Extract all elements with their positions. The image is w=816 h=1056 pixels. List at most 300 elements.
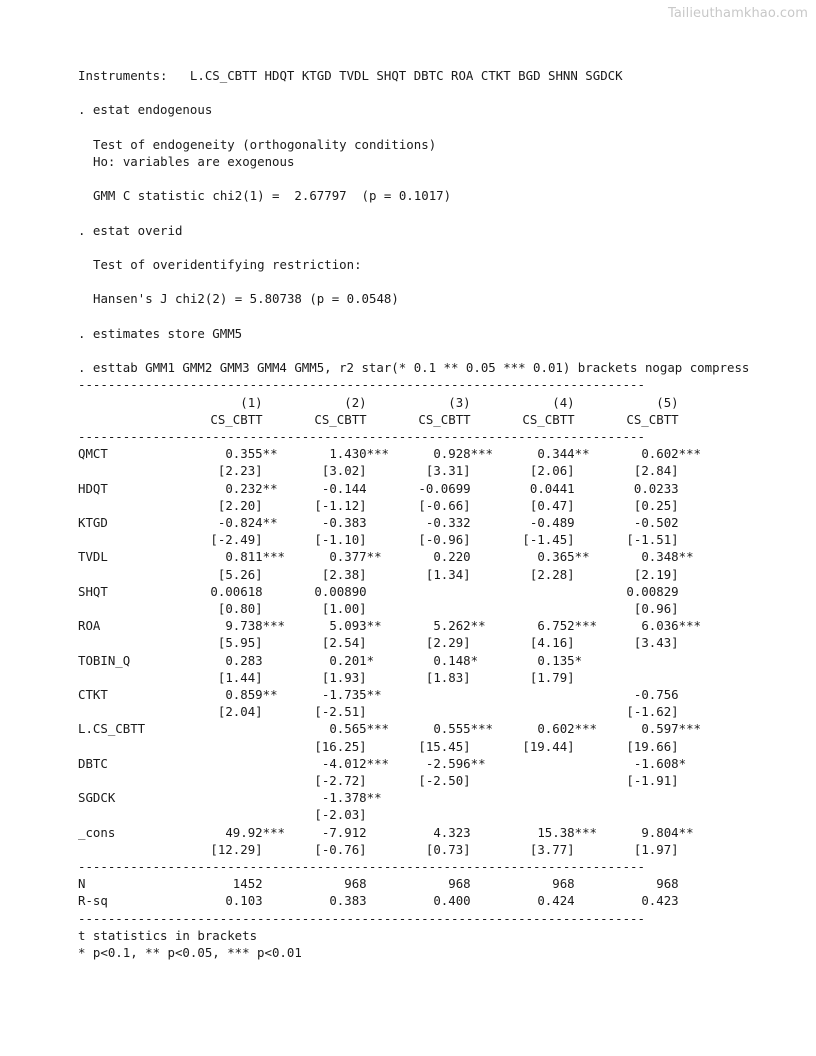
stat-row-r-sq-col1 (181, 892, 285, 909)
tstat-row-sgdck-col5-value (679, 806, 701, 823)
coef-row-qmct-col5-value: 0.602*** (641, 446, 701, 462)
coef-row-tobin-q-col1 (181, 652, 285, 669)
header-depvars-col3-value: CS_CBTT (418, 411, 493, 427)
tstat-row-l-cs-cbtt-col1-value (263, 738, 285, 755)
header-numbers-label (78, 394, 181, 411)
tstat-row-qmct-col4-value: [2.06] (529, 463, 597, 479)
coef-row-qmct-col4-value: 0.344** (537, 446, 597, 462)
coef-row-qmct-col2 (285, 445, 389, 462)
coef-row-shqt-label: SHQT (78, 583, 108, 599)
stat-row-n-col5-value: 968 (656, 876, 701, 892)
header-depvars-col5-value: CS_CBTT (626, 411, 701, 427)
coef-row-dbtc-col4 (493, 755, 597, 772)
stat-row-r-sq-col3 (389, 892, 493, 909)
tstat-row-tvdl-col4-value: [2.28] (529, 566, 597, 582)
instruments-line (78, 67, 808, 84)
tstat-row-roa-col2-value: [2.54] (321, 635, 389, 651)
coef-row--cons-col3 (389, 824, 493, 841)
tstat-row-roa-col1-value: [5.95] (217, 635, 285, 651)
coef-row--cons (78, 824, 701, 841)
coef-row-qmct-col4 (493, 445, 597, 462)
tstat-row-roa-label (78, 634, 181, 651)
tstat-row-l-cs-cbtt-col3-value: [15.45] (418, 738, 493, 754)
coef-row--cons-col4 (493, 824, 597, 841)
tstat-row--cons-col3 (389, 841, 493, 858)
tstat-row-tobin-q-col1-value: [1.44] (217, 669, 285, 685)
coef-row-l-cs-cbtt-col4-value: 0.602*** (537, 721, 597, 737)
tstat-row--cons-col3-value: [0.73] (425, 841, 493, 857)
tstat-row-ktgd-col2 (285, 531, 389, 548)
tstat-row-ctkt-col1 (181, 703, 285, 720)
tstat-row--cons-col5 (597, 841, 701, 858)
tstat-row-hdqt-col2 (285, 497, 389, 514)
tstat-row-sgdck-col1-value (263, 806, 285, 823)
tstat-row-roa-col1 (181, 634, 285, 651)
tstat-row-dbtc-col3-value: [-2.50] (418, 773, 493, 789)
header-numbers-col2 (285, 394, 389, 411)
coef-row-shqt-col1 (181, 583, 285, 600)
coef-row-shqt-col4 (493, 583, 597, 600)
stat-row-r-sq-col4-value: 0.424 (537, 893, 597, 909)
tstat-row-qmct-col3 (389, 462, 493, 479)
coef-row-ktgd-label: KTGD (78, 514, 108, 530)
coef-row-shqt (78, 583, 701, 600)
coef-row--cons-col1-value: 49.92*** (225, 824, 285, 840)
coef-row-tobin-q-col4-value: 0.135* (537, 652, 597, 668)
stat-row-r-sq-col3-value: 0.400 (433, 893, 493, 909)
stat-row-r-sq-label: R-sq (78, 893, 108, 909)
coef-row-dbtc-col5 (597, 755, 701, 772)
header-depvars-col1-value: CS_CBTT (210, 411, 285, 427)
coef-row-ctkt-col4-value (575, 686, 597, 703)
coef-row-l-cs-cbtt-col5-value: 0.597*** (641, 721, 701, 737)
coef-row-dbtc-col5-value: -1.608* (633, 755, 701, 771)
tstat-row-shqt-col4-value (575, 600, 597, 617)
coef-row-dbtc-col4-value (575, 755, 597, 772)
coef-row-l-cs-cbtt-col1 (181, 720, 285, 737)
coef-row-ktgd-col4 (493, 514, 597, 531)
tstat-row-ktgd-col1 (181, 531, 285, 548)
tstat-row-l-cs-cbtt-col3 (389, 738, 493, 755)
coef-row-shqt-col5-value: 0.00829 (626, 583, 701, 599)
tstat-row-hdqt-col5 (597, 497, 701, 514)
tstat-row-ktgd-col5 (597, 531, 701, 548)
tstat-row-dbtc-col4-value (575, 772, 597, 789)
tstat-row-ctkt-col4 (493, 703, 597, 720)
command-esttab: . esttab GMM1 GMM2 GMM3 GMM4 GMM5, r2 star(* 0.1 ** 0.05 *** 0.01) brackets nogap compress (78, 360, 750, 376)
tstat-row-sgdck-col4 (493, 806, 597, 823)
coef-row-tvdl-label: TVDL (78, 549, 108, 565)
tstat-row--cons-col5-value: [1.97] (633, 841, 701, 857)
coef-row-tobin-q-col3 (389, 652, 493, 669)
tstat-row--cons-col1 (181, 841, 285, 858)
tstat-row-sgdck-col1 (181, 806, 285, 823)
coef-row-dbtc-col1-value (263, 755, 285, 772)
tstat-row-shqt-col5 (597, 600, 701, 617)
tstat-row-dbtc-col5-value: [-1.91] (626, 773, 701, 789)
tstat-row-sgdck-col2 (285, 806, 389, 823)
tstat-row-hdqt-col3 (389, 497, 493, 514)
coef-row--cons-col3-value: 4.323 (433, 824, 493, 840)
command-estat-overid: . estat overid (78, 222, 183, 238)
coef-row-dbtc-col2-value: -4.012*** (321, 755, 389, 771)
tstat-row-dbtc-col3 (389, 772, 493, 789)
footnote-t-statistics: t statistics in brackets (78, 927, 258, 943)
tstat-row-tobin-q-col4 (493, 669, 597, 686)
tstat-row-ctkt (78, 703, 701, 720)
header-numbers-col5-value: (5) (656, 394, 701, 410)
coef-row-ktgd-col2 (285, 514, 389, 531)
coef-row-sgdck-col2-value: -1.378** (321, 790, 389, 806)
tstat-row-ktgd-col3-value: [-0.96] (418, 532, 493, 548)
tstat-row-tvdl-col3-value: [1.34] (425, 566, 493, 582)
coef-row-tvdl-col5 (597, 548, 701, 565)
tstat-row-tvdl-col2 (285, 566, 389, 583)
coef-row-roa-col3 (389, 617, 493, 634)
tstat-row-qmct-col1 (181, 462, 285, 479)
tstat-row-dbtc-col2 (285, 772, 389, 789)
tstat-row-hdqt-col4-value: [0.47] (529, 497, 597, 513)
header-numbers-col1-value: (1) (240, 394, 285, 410)
stat-row-r-sq-col5-value: 0.423 (641, 893, 701, 909)
tstat-row-sgdck-label (78, 806, 181, 823)
coef-row-roa-col5 (597, 617, 701, 634)
tstat-row-qmct-label (78, 462, 181, 479)
tstat-row--cons (78, 841, 701, 858)
coef-row-shqt-col5 (597, 583, 701, 600)
coef-row-l-cs-cbtt-col5 (597, 720, 701, 737)
header-depvars-col5 (597, 411, 701, 428)
coef-row-hdqt-col4-value: 0.0441 (529, 480, 597, 496)
header-depvars-col1 (181, 411, 285, 428)
table-rule-before-stats: ---------------------------------------------------------------------------- (78, 859, 645, 875)
tstat-row-hdqt-col1-value: [2.20] (217, 497, 285, 513)
tstat-row-tobin-q-col2-value: [1.93] (321, 669, 389, 685)
coef-row-tvdl (78, 548, 701, 565)
stat-row-n-col1 (181, 875, 285, 892)
coef-row-ktgd-col5-value: -0.502 (633, 514, 701, 530)
coef-row-hdqt-col3-value: -0.0699 (418, 480, 493, 496)
instruments-label: Instruments: (78, 68, 168, 83)
footnote-significance: * p<0.1, ** p<0.05, *** p<0.01 (78, 945, 302, 961)
tstat-row-qmct-col4 (493, 462, 597, 479)
coef-row-ktgd-col1 (181, 514, 285, 531)
coef-row-roa-col1 (181, 617, 285, 634)
tstat-row--cons-label (78, 841, 181, 858)
coef-row-roa-col4 (493, 617, 597, 634)
tstat-row-tobin-q (78, 669, 701, 686)
tstat-row-hdqt-col3-value: [-0.66] (418, 497, 493, 513)
command-estimates-store: . estimates store GMM5 (78, 325, 243, 341)
coef-row-tobin-q-col3-value: 0.148* (433, 652, 493, 668)
tstat-row-hdqt-col1 (181, 497, 285, 514)
tstat-row-ktgd-col4 (493, 531, 597, 548)
tstat-row-ctkt-col2 (285, 703, 389, 720)
coef-row-tvdl-col3-value: 0.220 (433, 549, 493, 565)
tstat-row-l-cs-cbtt (78, 738, 701, 755)
table-rule-mid (78, 428, 701, 445)
coef-row-roa-label: ROA (78, 618, 101, 634)
coef-row-qmct-label: QMCT (78, 446, 108, 462)
stat-row-r-sq-col2 (285, 892, 389, 909)
tstat-row-l-cs-cbtt-col4-value: [19.44] (522, 738, 597, 754)
hansen-j-statistic: Hansen's J chi2(2) = 5.80738 (p = 0.0548) (93, 291, 399, 307)
endogeneity-title: Test of endogeneity (orthogonality conditions) (93, 136, 437, 152)
instruments-list: L.CS_CBTT HDQT KTGD TVDL SHQT DBTC ROA CTKT BGD SHNN SGDCK (189, 68, 623, 83)
coef-row-hdqt-label: HDQT (78, 480, 108, 496)
tstat-row-tobin-q-col4-value: [1.79] (529, 669, 597, 685)
command-estat-endogenous: . estat endogenous (78, 102, 213, 118)
coef-row-qmct-col3 (389, 445, 493, 462)
coef-row--cons-col1 (181, 824, 285, 841)
tstat-row-shqt-col1-value: [0.80] (217, 601, 285, 616)
coef-row-ktgd (78, 514, 701, 531)
tstat-row-l-cs-cbtt-col5-value: [19.66] (626, 738, 701, 754)
coef-row-qmct-col1-value: 0.355** (225, 446, 285, 462)
tstat-row-tobin-q-col1 (181, 669, 285, 686)
coef-row-ctkt-col5 (597, 686, 701, 703)
header-numbers-col1 (181, 394, 285, 411)
coef-row-hdqt-col3 (389, 480, 493, 497)
coef-row-dbtc-col3-value: -2.596** (425, 755, 493, 771)
coef-row-ctkt-col3 (389, 686, 493, 703)
coef-row-roa (78, 617, 701, 634)
tstat-row-tvdl-col1 (181, 566, 285, 583)
coef-row-shqt-col2-value: 0.00890 (314, 583, 389, 599)
coef-row-ctkt-col3-value (471, 686, 493, 703)
tstat-row--cons-col2 (285, 841, 389, 858)
table-rule-top: ---------------------------------------------------------------------------- (78, 377, 645, 393)
tstat-row--cons-col4-value: [3.77] (529, 841, 597, 857)
stat-row-n-col2-value: 968 (344, 876, 389, 892)
coef-row-ctkt-col2 (285, 686, 389, 703)
stat-row-n-col3-value: 968 (448, 876, 493, 892)
header-depvars-col2-value: CS_CBTT (314, 411, 389, 427)
stat-row-n-col3 (389, 875, 493, 892)
stat-row-n-label: N (78, 876, 86, 892)
tstat-row-qmct-col5-value: [2.84] (633, 463, 701, 479)
tstat-row-tvdl (78, 566, 701, 583)
tstat-row-l-cs-cbtt-col4 (493, 738, 597, 755)
coef-row-dbtc-label: DBTC (78, 755, 108, 771)
tstat-row-hdqt-col4 (493, 497, 597, 514)
tstat-row-tvdl-col4 (493, 566, 597, 583)
tstat-row-l-cs-cbtt-col1 (181, 738, 285, 755)
header-depvars-col4 (493, 411, 597, 428)
regression-table (78, 394, 701, 910)
coef-row-hdqt-col2-value: -0.144 (321, 480, 389, 496)
tstat-row-ktgd-col3 (389, 531, 493, 548)
tstat-row-tvdl-col2-value: [2.38] (321, 566, 389, 582)
coef-row-qmct-col1 (181, 445, 285, 462)
stat-row-n-col4-value: 968 (552, 876, 597, 892)
coef-row-l-cs-cbtt-label: L.CS_CBTT (78, 721, 146, 737)
tstat-row--cons-col4 (493, 841, 597, 858)
tstat-row-sgdck-col5 (597, 806, 701, 823)
coef-row-sgdck-col5-value (679, 789, 701, 806)
header-numbers-col2-value: (2) (344, 394, 389, 410)
coef-row-tobin-q-label: TOBIN_Q (78, 652, 131, 668)
tstat-row--cons-col2-value: [-0.76] (314, 841, 389, 857)
tstat-row-shqt-col4 (493, 600, 597, 617)
tstat-row-qmct-col5 (597, 462, 701, 479)
stat-row-n-col1-value: 1452 (232, 876, 285, 892)
coef-row-l-cs-cbtt-col4 (493, 720, 597, 737)
tstat-row-hdqt (78, 497, 701, 514)
coef-row-ktgd-col4-value: -0.489 (529, 514, 597, 530)
coef-row-ktgd-col1-value: -0.824** (217, 514, 285, 530)
coef-row-sgdck-col2 (285, 789, 389, 806)
tstat-row-tvdl-col3 (389, 566, 493, 583)
coef-row-l-cs-cbtt-col1-value (263, 720, 285, 737)
tstat-row-hdqt-label (78, 497, 181, 514)
endogeneity-hypothesis: Ho: variables are exogenous (93, 153, 295, 169)
coef-row-l-cs-cbtt-col3-value: 0.555*** (433, 721, 493, 737)
tstat-row-shqt-col2-value: [1.00] (321, 601, 389, 616)
coef-row-tvdl-col1 (181, 548, 285, 565)
stat-row-r-sq-col2-value: 0.383 (329, 893, 389, 909)
tstat-row-shqt-col3-value (471, 600, 493, 617)
tstat-row-shqt-col2 (285, 600, 389, 617)
stat-row-r-sq (78, 892, 701, 909)
coef-row-roa-col1-value: 9.738*** (225, 618, 285, 634)
coef-row-hdqt-col4 (493, 480, 597, 497)
tstat-row-tobin-q-col3-value: [1.83] (425, 669, 493, 685)
tstat-row-ktgd-col4-value: [-1.45] (522, 532, 597, 548)
header-depvars-col4-value: CS_CBTT (522, 411, 597, 427)
tstat-row-tvdl-col1-value: [5.26] (217, 566, 285, 582)
tstat-row-shqt-col1 (181, 600, 285, 617)
coef-row-dbtc-col1 (181, 755, 285, 772)
tstat-row-tobin-q-col3 (389, 669, 493, 686)
coef-row-tobin-q-col4 (493, 652, 597, 669)
coef-row-hdqt-col5 (597, 480, 701, 497)
coef-row-sgdck-col5 (597, 789, 701, 806)
coef-row-sgdck-col4 (493, 789, 597, 806)
coef-row-sgdck (78, 789, 701, 806)
header-numbers-col5 (597, 394, 701, 411)
tstat-row-ctkt-col5 (597, 703, 701, 720)
coef-row-shqt-col4-value (575, 583, 597, 600)
coef-row--cons-col4-value: 15.38*** (537, 824, 597, 840)
coef-row-sgdck-col3 (389, 789, 493, 806)
coef-row-qmct-col2-value: 1.430*** (329, 446, 389, 462)
tstat-row-roa (78, 634, 701, 651)
tstat-row-l-cs-cbtt-col2-value: [16.25] (314, 738, 389, 754)
header-depvars-col3 (389, 411, 493, 428)
tstat-row-ktgd-label (78, 531, 181, 548)
coef-row-tvdl-col2 (285, 548, 389, 565)
coef-row-roa-col5-value: 6.036*** (641, 618, 701, 634)
coef-row-shqt-col2 (285, 583, 389, 600)
coef-row-sgdck-col1-value (263, 789, 285, 806)
coef-row-qmct-col5 (597, 445, 701, 462)
tstat-row-roa-col3-value: [2.29] (425, 635, 493, 651)
tstat-row-tobin-q-col5-value (679, 669, 701, 686)
coef-row-shqt-col3-value (471, 583, 493, 600)
coef-row-tobin-q (78, 652, 701, 669)
coef-row-l-cs-cbtt-col2 (285, 720, 389, 737)
coef-row-shqt-col1-value: 0.00618 (210, 583, 285, 599)
coef-row--cons-col5-value: 9.804** (641, 824, 701, 840)
coef-row-ktgd-col2-value: -0.383 (321, 514, 389, 530)
tstat-row-l-cs-cbtt-col2 (285, 738, 389, 755)
coef-row--cons-label: _cons (78, 824, 116, 840)
tstat-row-ctkt-col3 (389, 703, 493, 720)
coef-row-ktgd-col5 (597, 514, 701, 531)
tstat-row-roa-col5-value: [3.43] (633, 635, 701, 651)
stat-row-r-sq-col4 (493, 892, 597, 909)
tstat-row-ktgd-col2-value: [-1.10] (314, 532, 389, 548)
coef-row-tvdl-col3 (389, 548, 493, 565)
coef-row-ktgd-col3-value: -0.332 (425, 514, 493, 530)
tstat-row-ctkt-col2-value: [-2.51] (314, 704, 389, 720)
coef-row-tobin-q-col2 (285, 652, 389, 669)
tstat-row-qmct-col3-value: [3.31] (425, 463, 493, 479)
coef-row-tobin-q-col5-value (679, 652, 701, 669)
header-numbers-col4 (493, 394, 597, 411)
header-depvars-col2 (285, 411, 389, 428)
coef-row-dbtc (78, 755, 701, 772)
tstat-row-roa-col4 (493, 634, 597, 651)
coef-row-tvdl-col4-value: 0.365** (537, 549, 597, 565)
coef-row-dbtc-col2 (285, 755, 389, 772)
watermark-text: Tailieuthamkhao.com (667, 6, 808, 21)
coef-row-hdqt-col5-value: 0.0233 (633, 480, 701, 496)
coef-row-sgdck-col4-value (575, 789, 597, 806)
tstat-row-roa-col4-value: [4.16] (529, 635, 597, 651)
coef-row-dbtc-col3 (389, 755, 493, 772)
stat-row-n-col4 (493, 875, 597, 892)
stat-row-n-col2 (285, 875, 389, 892)
tstat-row-roa-col3 (389, 634, 493, 651)
tstat-row-tobin-q-col5 (597, 669, 701, 686)
tstat-row-tvdl-label (78, 566, 181, 583)
tstat-row-qmct (78, 462, 701, 479)
tstat-row-ktgd-col5-value: [-1.51] (626, 532, 701, 548)
coef-row-hdqt (78, 480, 701, 497)
tstat-row-ktgd-col1-value: [-2.49] (210, 532, 285, 548)
header-numbers-col3-value: (3) (448, 394, 493, 410)
header-depvars-label (78, 411, 181, 428)
header-numbers-col3 (389, 394, 493, 411)
coef-row--cons-col5 (597, 824, 701, 841)
coef-row--cons-col2-value: -7.912 (321, 824, 389, 840)
tstat-row-shqt (78, 600, 701, 617)
tstat-row-tvdl-col5 (597, 566, 701, 583)
tstat-row-l-cs-cbtt-label (78, 738, 181, 755)
tstat-row-qmct-col2-value: [3.02] (321, 463, 389, 479)
coef-row-tobin-q-col2-value: 0.201* (329, 652, 389, 668)
coef-row--cons-col2 (285, 824, 389, 841)
header-depvars (78, 411, 701, 428)
header-numbers-col4-value: (4) (552, 394, 597, 410)
tstat-row-dbtc (78, 772, 701, 789)
tstat-row-ctkt-col5-value: [-1.62] (626, 704, 701, 720)
coef-row-ctkt-col2-value: -1.735** (321, 687, 389, 703)
coef-row-shqt-col3 (389, 583, 493, 600)
stat-row-n (78, 875, 701, 892)
coef-row-qmct (78, 445, 701, 462)
tstat-row-dbtc-col2-value: [-2.72] (314, 773, 389, 789)
tstat-row--cons-col1-value: [12.29] (210, 841, 285, 857)
coef-row-l-cs-cbtt-col3 (389, 720, 493, 737)
tstat-row-tobin-q-col2 (285, 669, 389, 686)
tstat-row-shqt-col5-value: [0.96] (633, 601, 701, 616)
coef-row-roa-col4-value: 6.752*** (537, 618, 597, 634)
tstat-row-dbtc-col4 (493, 772, 597, 789)
coef-row-ctkt-col1 (181, 686, 285, 703)
